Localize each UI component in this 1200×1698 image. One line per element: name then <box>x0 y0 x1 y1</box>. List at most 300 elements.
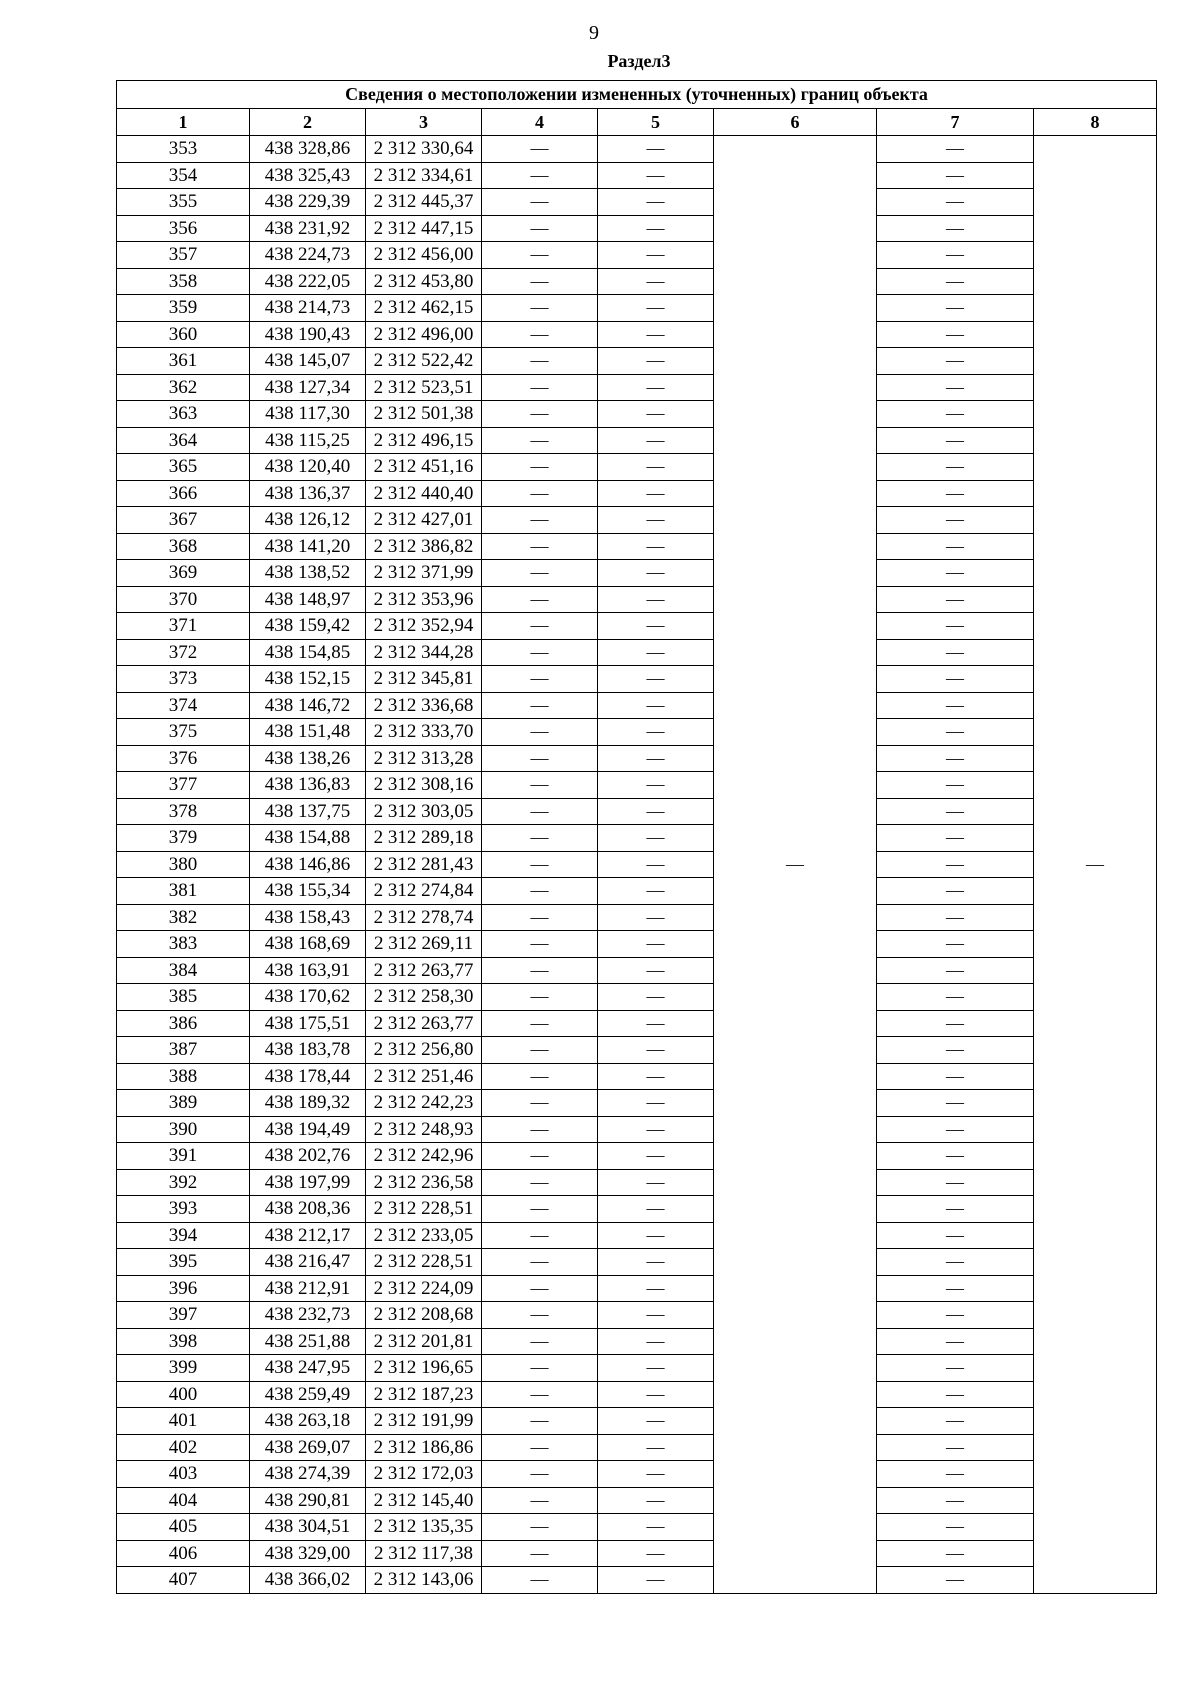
column-4-cell: — <box>482 1381 598 1408</box>
column-5-cell: — <box>598 1567 714 1594</box>
y-coordinate-cell: 2 312 228,51 <box>366 1249 482 1276</box>
x-coordinate-cell: 438 259,49 <box>250 1381 366 1408</box>
x-coordinate-cell: 438 158,43 <box>250 904 366 931</box>
table-row <box>117 1514 1157 1541</box>
point-number-cell: 392 <box>117 1169 250 1196</box>
column-4-cell: — <box>482 1222 598 1249</box>
column-5-cell: — <box>598 1328 714 1355</box>
column-7-cell: — <box>877 1222 1034 1249</box>
table-caption-row <box>117 81 1157 109</box>
y-coordinate-cell: 2 312 278,74 <box>366 904 482 931</box>
column-4-cell: — <box>482 136 598 163</box>
table-body <box>117 136 1157 1594</box>
x-coordinate-cell: 438 263,18 <box>250 1408 366 1435</box>
column-7-cell: — <box>877 533 1034 560</box>
column-7-cell: — <box>877 772 1034 799</box>
column-5-cell: — <box>598 1487 714 1514</box>
column-number-row <box>117 109 1157 136</box>
column-4-cell: — <box>482 533 598 560</box>
table-row <box>117 560 1157 587</box>
column-4-cell: — <box>482 189 598 216</box>
x-coordinate-cell: 438 190,43 <box>250 321 366 348</box>
column-7-cell: — <box>877 639 1034 666</box>
point-number-cell: 382 <box>117 904 250 931</box>
y-coordinate-cell: 2 312 522,42 <box>366 348 482 375</box>
point-number-cell: 355 <box>117 189 250 216</box>
x-coordinate-cell: 438 148,97 <box>250 586 366 613</box>
column-header: 8 <box>1034 109 1157 136</box>
y-coordinate-cell: 2 312 263,77 <box>366 957 482 984</box>
column-7-cell: — <box>877 1090 1034 1117</box>
table-row <box>117 851 1157 878</box>
table-row <box>117 1143 1157 1170</box>
column-7-cell: — <box>877 1143 1034 1170</box>
y-coordinate-cell: 2 312 371,99 <box>366 560 482 587</box>
x-coordinate-cell: 438 224,73 <box>250 242 366 269</box>
column-4-cell: — <box>482 1116 598 1143</box>
column-5-cell: — <box>598 984 714 1011</box>
column-4-cell: — <box>482 639 598 666</box>
point-number-cell: 354 <box>117 162 250 189</box>
column-7-cell: — <box>877 851 1034 878</box>
point-number-cell: 393 <box>117 1196 250 1223</box>
table-row <box>117 1222 1157 1249</box>
x-coordinate-cell: 438 304,51 <box>250 1514 366 1541</box>
column-5-cell: — <box>598 1249 714 1276</box>
column-7-cell: — <box>877 1196 1034 1223</box>
y-coordinate-cell: 2 312 269,11 <box>366 931 482 958</box>
point-number-cell: 388 <box>117 1063 250 1090</box>
column-7-cell: — <box>877 136 1034 163</box>
point-number-cell: 361 <box>117 348 250 375</box>
column-7-cell: — <box>877 798 1034 825</box>
column-4-cell: — <box>482 931 598 958</box>
column-4-cell: — <box>482 1090 598 1117</box>
y-coordinate-cell: 2 312 191,99 <box>366 1408 482 1435</box>
column-4-cell: — <box>482 1461 598 1488</box>
column-7-cell: — <box>877 1434 1034 1461</box>
point-number-cell: 357 <box>117 242 250 269</box>
column-5-cell: — <box>598 242 714 269</box>
x-coordinate-cell: 438 274,39 <box>250 1461 366 1488</box>
column-4-cell: — <box>482 586 598 613</box>
x-coordinate-cell: 438 127,34 <box>250 374 366 401</box>
column-7-cell: — <box>877 242 1034 269</box>
column-4-cell: — <box>482 215 598 242</box>
column-7-cell: — <box>877 957 1034 984</box>
column-header: 2 <box>250 109 366 136</box>
table-row <box>117 1037 1157 1064</box>
column-4-cell: — <box>482 374 598 401</box>
point-number-cell: 377 <box>117 772 250 799</box>
table-row <box>117 878 1157 905</box>
column-7-cell: — <box>877 1169 1034 1196</box>
column-4-cell: — <box>482 1037 598 1064</box>
column-header: 1 <box>117 109 250 136</box>
column-5-cell: — <box>598 957 714 984</box>
table-row <box>117 613 1157 640</box>
table-row <box>117 215 1157 242</box>
x-coordinate-cell: 438 146,86 <box>250 851 366 878</box>
y-coordinate-cell: 2 312 308,16 <box>366 772 482 799</box>
table-caption: Сведения о местоположении измененных (уточненных) границ объекта <box>117 81 1157 109</box>
table-row <box>117 1196 1157 1223</box>
x-coordinate-cell: 438 216,47 <box>250 1249 366 1276</box>
point-number-cell: 385 <box>117 984 250 1011</box>
x-coordinate-cell: 438 194,49 <box>250 1116 366 1143</box>
column-5-cell: — <box>598 560 714 587</box>
table-row <box>117 904 1157 931</box>
column-5-cell: — <box>598 1275 714 1302</box>
column-7-cell: — <box>877 1487 1034 1514</box>
table-row <box>117 242 1157 269</box>
column-7-cell: — <box>877 401 1034 428</box>
table-row <box>117 586 1157 613</box>
column-7-cell: — <box>877 904 1034 931</box>
column-4-cell: — <box>482 984 598 1011</box>
column-5-cell: — <box>598 1196 714 1223</box>
page-number: 9 <box>589 22 599 44</box>
column-5-cell: — <box>598 666 714 693</box>
column-7-cell: — <box>877 586 1034 613</box>
column-7-cell: — <box>877 480 1034 507</box>
x-coordinate-cell: 438 325,43 <box>250 162 366 189</box>
column-5-cell: — <box>598 507 714 534</box>
y-coordinate-cell: 2 312 523,51 <box>366 374 482 401</box>
y-coordinate-cell: 2 312 289,18 <box>366 825 482 852</box>
y-coordinate-cell: 2 312 303,05 <box>366 798 482 825</box>
column-5-cell: — <box>598 851 714 878</box>
column-4-cell: — <box>482 454 598 481</box>
column-4-cell: — <box>482 851 598 878</box>
column-5-cell: — <box>598 136 714 163</box>
y-coordinate-cell: 2 312 135,35 <box>366 1514 482 1541</box>
table-row <box>117 1540 1157 1567</box>
table-row <box>117 1355 1157 1382</box>
column-5-cell: — <box>598 639 714 666</box>
x-coordinate-cell: 438 329,00 <box>250 1540 366 1567</box>
column-4-cell: — <box>482 162 598 189</box>
column-7-cell: — <box>877 189 1034 216</box>
y-coordinate-cell: 2 312 445,37 <box>366 189 482 216</box>
x-coordinate-cell: 438 232,73 <box>250 1302 366 1329</box>
column-7-cell: — <box>877 507 1034 534</box>
y-coordinate-cell: 2 312 386,82 <box>366 533 482 560</box>
column-5-cell: — <box>598 268 714 295</box>
column-7-cell: — <box>877 321 1034 348</box>
column-5-cell: — <box>598 798 714 825</box>
column-7-cell: — <box>877 1381 1034 1408</box>
y-coordinate-cell: 2 312 242,96 <box>366 1143 482 1170</box>
column-header: 5 <box>598 109 714 136</box>
column-5-cell: — <box>598 878 714 905</box>
x-coordinate-cell: 438 197,99 <box>250 1169 366 1196</box>
point-number-cell: 358 <box>117 268 250 295</box>
y-coordinate-cell: 2 312 263,77 <box>366 1010 482 1037</box>
x-coordinate-cell: 438 229,39 <box>250 189 366 216</box>
column-7-cell: — <box>877 1275 1034 1302</box>
table-row <box>117 295 1157 322</box>
point-number-cell: 372 <box>117 639 250 666</box>
column-4-cell: — <box>482 560 598 587</box>
column-4-cell: — <box>482 825 598 852</box>
point-number-cell: 365 <box>117 454 250 481</box>
column-5-cell: — <box>598 931 714 958</box>
column-5-cell: — <box>598 374 714 401</box>
table-row <box>117 427 1157 454</box>
point-number-cell: 400 <box>117 1381 250 1408</box>
y-coordinate-cell: 2 312 345,81 <box>366 666 482 693</box>
column-4-cell: — <box>482 1567 598 1594</box>
y-coordinate-cell: 2 312 352,94 <box>366 613 482 640</box>
table-row <box>117 348 1157 375</box>
column-7-cell: — <box>877 162 1034 189</box>
column-7-cell: — <box>877 719 1034 746</box>
table-row <box>117 1275 1157 1302</box>
x-coordinate-cell: 438 290,81 <box>250 1487 366 1514</box>
x-coordinate-cell: 438 183,78 <box>250 1037 366 1064</box>
column-5-cell: — <box>598 904 714 931</box>
point-number-cell: 384 <box>117 957 250 984</box>
x-coordinate-cell: 438 138,26 <box>250 745 366 772</box>
x-coordinate-cell: 438 189,32 <box>250 1090 366 1117</box>
column-5-cell: — <box>598 745 714 772</box>
table-row <box>117 1090 1157 1117</box>
point-number-cell: 399 <box>117 1355 250 1382</box>
point-number-cell: 376 <box>117 745 250 772</box>
column-4-cell: — <box>482 268 598 295</box>
x-coordinate-cell: 438 159,42 <box>250 613 366 640</box>
point-number-cell: 366 <box>117 480 250 507</box>
section-title: Раздел3 <box>607 51 671 71</box>
column-4-cell: — <box>482 401 598 428</box>
column-7-cell: — <box>877 825 1034 852</box>
column-5-cell: — <box>598 1408 714 1435</box>
x-coordinate-cell: 438 202,76 <box>250 1143 366 1170</box>
x-coordinate-cell: 438 136,37 <box>250 480 366 507</box>
y-coordinate-cell: 2 312 242,23 <box>366 1090 482 1117</box>
y-coordinate-cell: 2 312 456,00 <box>366 242 482 269</box>
column-header: 3 <box>366 109 482 136</box>
column-5-cell: — <box>598 215 714 242</box>
y-coordinate-cell: 2 312 251,46 <box>366 1063 482 1090</box>
point-number-cell: 405 <box>117 1514 250 1541</box>
column-4-cell: — <box>482 613 598 640</box>
x-coordinate-cell: 438 168,69 <box>250 931 366 958</box>
x-coordinate-cell: 438 151,48 <box>250 719 366 746</box>
table-row <box>117 798 1157 825</box>
column-4-cell: — <box>482 1275 598 1302</box>
column-7-cell: — <box>877 1408 1034 1435</box>
column-4-cell: — <box>482 666 598 693</box>
x-coordinate-cell: 438 208,36 <box>250 1196 366 1223</box>
column-4-cell: — <box>482 1196 598 1223</box>
point-number-cell: 389 <box>117 1090 250 1117</box>
y-coordinate-cell: 2 312 353,96 <box>366 586 482 613</box>
column-5-cell: — <box>598 1090 714 1117</box>
point-number-cell: 360 <box>117 321 250 348</box>
column-7-cell: — <box>877 268 1034 295</box>
x-coordinate-cell: 438 154,85 <box>250 639 366 666</box>
column-5-cell: — <box>598 454 714 481</box>
point-number-cell: 380 <box>117 851 250 878</box>
column-5-cell: — <box>598 692 714 719</box>
table-row <box>117 825 1157 852</box>
column-5-cell: — <box>598 162 714 189</box>
column-5-cell: — <box>598 348 714 375</box>
point-number-cell: 391 <box>117 1143 250 1170</box>
column-7-cell: — <box>877 745 1034 772</box>
table-row <box>117 533 1157 560</box>
x-coordinate-cell: 438 212,17 <box>250 1222 366 1249</box>
x-coordinate-cell: 438 328,86 <box>250 136 366 163</box>
column-5-cell: — <box>598 1355 714 1382</box>
y-coordinate-cell: 2 312 143,06 <box>366 1567 482 1594</box>
table-row <box>117 136 1157 163</box>
y-coordinate-cell: 2 312 336,68 <box>366 692 482 719</box>
column-7-cell: — <box>877 1328 1034 1355</box>
x-coordinate-cell: 438 146,72 <box>250 692 366 719</box>
y-coordinate-cell: 2 312 440,40 <box>366 480 482 507</box>
point-number-cell: 386 <box>117 1010 250 1037</box>
point-number-cell: 396 <box>117 1275 250 1302</box>
column-4-cell: — <box>482 507 598 534</box>
point-number-cell: 394 <box>117 1222 250 1249</box>
point-number-cell: 403 <box>117 1461 250 1488</box>
x-coordinate-cell: 438 138,52 <box>250 560 366 587</box>
y-coordinate-cell: 2 312 451,16 <box>366 454 482 481</box>
x-coordinate-cell: 438 117,30 <box>250 401 366 428</box>
column-7-cell: — <box>877 348 1034 375</box>
point-number-cell: 371 <box>117 613 250 640</box>
column-7-cell: — <box>877 984 1034 1011</box>
x-coordinate-cell: 438 115,25 <box>250 427 366 454</box>
column-4-cell: — <box>482 1169 598 1196</box>
column-5-cell: — <box>598 189 714 216</box>
point-number-cell: 375 <box>117 719 250 746</box>
column-7-cell: — <box>877 1567 1034 1594</box>
y-coordinate-cell: 2 312 201,81 <box>366 1328 482 1355</box>
table-row <box>117 1169 1157 1196</box>
x-coordinate-cell: 438 120,40 <box>250 454 366 481</box>
x-coordinate-cell: 438 269,07 <box>250 1434 366 1461</box>
x-coordinate-cell: 438 251,88 <box>250 1328 366 1355</box>
column-7-cell: — <box>877 454 1034 481</box>
y-coordinate-cell: 2 312 496,15 <box>366 427 482 454</box>
table-row <box>117 772 1157 799</box>
column-7-cell: — <box>877 1355 1034 1382</box>
table-row <box>117 1116 1157 1143</box>
y-coordinate-cell: 2 312 447,15 <box>366 215 482 242</box>
column-4-cell: — <box>482 1010 598 1037</box>
column-7-cell: — <box>877 692 1034 719</box>
column-7-cell: — <box>877 1116 1034 1143</box>
y-coordinate-cell: 2 312 236,58 <box>366 1169 482 1196</box>
column-5-cell: — <box>598 613 714 640</box>
y-coordinate-cell: 2 312 248,93 <box>366 1116 482 1143</box>
point-number-cell: 383 <box>117 931 250 958</box>
table-row <box>117 745 1157 772</box>
column-4-cell: — <box>482 1514 598 1541</box>
y-coordinate-cell: 2 312 313,28 <box>366 745 482 772</box>
column-5-cell: — <box>598 533 714 560</box>
column-4-cell: — <box>482 348 598 375</box>
column-4-cell: — <box>482 1328 598 1355</box>
y-coordinate-cell: 2 312 172,03 <box>366 1461 482 1488</box>
boundary-coordinates-table <box>116 80 1157 1594</box>
point-number-cell: 370 <box>117 586 250 613</box>
column-7-cell: — <box>877 1461 1034 1488</box>
merged-column-8-cell: — <box>1034 136 1157 1594</box>
y-coordinate-cell: 2 312 258,30 <box>366 984 482 1011</box>
column-7-cell: — <box>877 666 1034 693</box>
table-row <box>117 321 1157 348</box>
column-4-cell: — <box>482 1540 598 1567</box>
y-coordinate-cell: 2 312 224,09 <box>366 1275 482 1302</box>
x-coordinate-cell: 438 247,95 <box>250 1355 366 1382</box>
column-4-cell: — <box>482 1355 598 1382</box>
point-number-cell: 398 <box>117 1328 250 1355</box>
column-4-cell: — <box>482 1143 598 1170</box>
x-coordinate-cell: 438 154,88 <box>250 825 366 852</box>
y-coordinate-cell: 2 312 330,64 <box>366 136 482 163</box>
table-row <box>117 1249 1157 1276</box>
point-number-cell: 395 <box>117 1249 250 1276</box>
column-4-cell: — <box>482 1249 598 1276</box>
column-5-cell: — <box>598 1540 714 1567</box>
column-5-cell: — <box>598 1222 714 1249</box>
column-header: 7 <box>877 109 1034 136</box>
column-4-cell: — <box>482 1408 598 1435</box>
column-7-cell: — <box>877 215 1034 242</box>
column-5-cell: — <box>598 480 714 507</box>
column-5-cell: — <box>598 1169 714 1196</box>
x-coordinate-cell: 438 137,75 <box>250 798 366 825</box>
column-5-cell: — <box>598 719 714 746</box>
column-7-cell: — <box>877 1514 1034 1541</box>
y-coordinate-cell: 2 312 344,28 <box>366 639 482 666</box>
column-7-cell: — <box>877 560 1034 587</box>
table-row <box>117 1461 1157 1488</box>
x-coordinate-cell: 438 178,44 <box>250 1063 366 1090</box>
column-5-cell: — <box>598 295 714 322</box>
table-row <box>117 1381 1157 1408</box>
point-number-cell: 353 <box>117 136 250 163</box>
column-7-cell: — <box>877 427 1034 454</box>
column-4-cell: — <box>482 878 598 905</box>
column-4-cell: — <box>482 321 598 348</box>
table-row <box>117 374 1157 401</box>
point-number-cell: 369 <box>117 560 250 587</box>
table-row <box>117 401 1157 428</box>
table-row <box>117 1010 1157 1037</box>
column-5-cell: — <box>598 1116 714 1143</box>
column-4-cell: — <box>482 427 598 454</box>
column-5-cell: — <box>598 321 714 348</box>
column-5-cell: — <box>598 586 714 613</box>
column-4-cell: — <box>482 1487 598 1514</box>
column-5-cell: — <box>598 1434 714 1461</box>
x-coordinate-cell: 438 136,83 <box>250 772 366 799</box>
x-coordinate-cell: 438 212,91 <box>250 1275 366 1302</box>
y-coordinate-cell: 2 312 196,65 <box>366 1355 482 1382</box>
y-coordinate-cell: 2 312 117,38 <box>366 1540 482 1567</box>
column-4-cell: — <box>482 745 598 772</box>
y-coordinate-cell: 2 312 462,15 <box>366 295 482 322</box>
point-number-cell: 359 <box>117 295 250 322</box>
y-coordinate-cell: 2 312 187,23 <box>366 1381 482 1408</box>
x-coordinate-cell: 438 141,20 <box>250 533 366 560</box>
